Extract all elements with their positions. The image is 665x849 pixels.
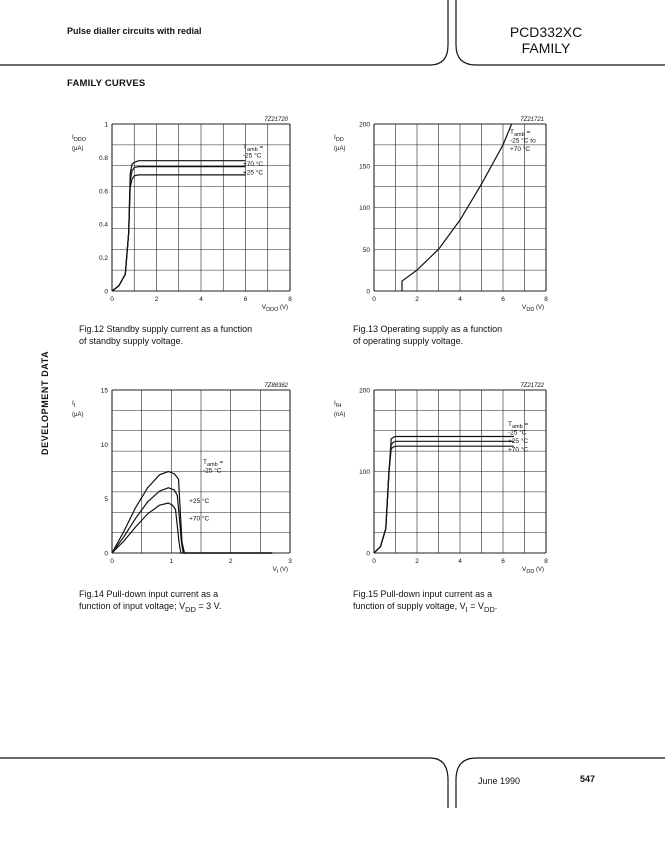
y-tick-label: 0.6 bbox=[98, 188, 108, 196]
x-axis-unit: (V) bbox=[534, 567, 544, 573]
x-tick-label: 0 bbox=[110, 296, 114, 303]
figure-13-chart bbox=[330, 112, 590, 322]
y-axis-label: $I_{IH}$ bbox=[334, 400, 342, 409]
legend-title-equals: = bbox=[524, 129, 531, 136]
x-tick-label: 3 bbox=[288, 558, 292, 565]
series-line bbox=[374, 437, 514, 554]
x-tick-label: 2 bbox=[415, 558, 419, 565]
legend-entry: +25 °C bbox=[508, 438, 529, 445]
x-tick-label: 4 bbox=[458, 296, 462, 303]
y-axis-unit: (μA) bbox=[334, 146, 346, 152]
x-tick-label: 8 bbox=[544, 296, 548, 303]
page-number: 547 bbox=[580, 774, 596, 784]
legend-title: $T_{amb}$ = bbox=[243, 144, 264, 153]
x-tick-label: 6 bbox=[501, 558, 505, 565]
y-axis-unit: (μA) bbox=[72, 146, 84, 152]
y-axis-label-subscript: IH bbox=[335, 403, 342, 409]
x-tick-label: 0 bbox=[372, 558, 376, 565]
caption-line: function of supply voltage, $V_I = V_{DD}$. bbox=[353, 601, 498, 614]
x-axis-unit: (V) bbox=[278, 567, 288, 573]
x-tick-label: 2 bbox=[154, 296, 159, 303]
series-label: +25 °C bbox=[189, 498, 210, 506]
y-tick-label: 200 bbox=[359, 121, 370, 129]
y-tick-label: 0.8 bbox=[98, 154, 108, 162]
y-axis-label-subscript: DDO bbox=[73, 137, 87, 143]
y-tick-label: 10 bbox=[100, 441, 108, 449]
figure-13-caption bbox=[353, 323, 593, 347]
y-tick-label: 150 bbox=[359, 163, 370, 171]
legend-title: $T_{amb}$ = bbox=[203, 459, 224, 468]
legend-title-subscript: amb bbox=[513, 132, 525, 138]
legend-title: $T_{amb}$ = bbox=[508, 421, 529, 430]
figure-12-chart bbox=[60, 112, 310, 322]
y-tick-label: 0.4 bbox=[98, 221, 108, 229]
series-line bbox=[374, 446, 514, 553]
legend-entry: +70 °C bbox=[510, 146, 531, 153]
caption-line: Fig.14 Pull-down input current as a bbox=[79, 589, 219, 599]
x-tick-label: 0 bbox=[110, 558, 114, 565]
product-code: PCD332XC bbox=[509, 24, 583, 40]
section-title: FAMILY CURVES bbox=[67, 78, 146, 89]
figure-code: 7Z21721 bbox=[520, 117, 544, 123]
legend-title-equals: = bbox=[217, 459, 224, 466]
y-tick-label: 0 bbox=[104, 550, 108, 558]
caption-line: of standby supply voltage. bbox=[79, 336, 184, 346]
y-tick-label: 0.2 bbox=[98, 255, 108, 263]
y-tick-label: 1 bbox=[104, 121, 108, 129]
caption-line: Fig.15 Pull-down input current as a bbox=[353, 589, 493, 599]
figure-code: 7Z21720 bbox=[264, 117, 288, 123]
y-axis-label-subscript: I bbox=[73, 403, 76, 409]
series-line bbox=[374, 441, 514, 553]
header-rule bbox=[0, 0, 665, 80]
footer-date: June 1990 bbox=[478, 776, 521, 786]
figure-15-caption bbox=[353, 588, 593, 616]
x-axis-unit: (V) bbox=[534, 305, 544, 311]
y-axis-unit: (nA) bbox=[334, 412, 346, 418]
legend-entry: -25 °C bbox=[508, 429, 527, 437]
legend-entry: +25 °C bbox=[243, 169, 264, 177]
figure-15-chart bbox=[330, 378, 590, 578]
legend-entry: -25 °C bbox=[243, 152, 262, 160]
y-tick-label: 100 bbox=[359, 205, 370, 212]
legend-entry: +70 °C bbox=[243, 161, 264, 168]
x-tick-label: 2 bbox=[415, 296, 419, 303]
figure-12-caption bbox=[79, 323, 319, 347]
x-tick-label: 0 bbox=[372, 296, 376, 303]
document-header-title: Pulse dialler circuits with redial bbox=[67, 26, 202, 36]
y-tick-label: 200 bbox=[359, 387, 370, 395]
y-tick-label: 0 bbox=[366, 550, 370, 558]
x-axis-label-subscript: DDO bbox=[266, 307, 279, 313]
y-tick-label: 0 bbox=[366, 288, 370, 296]
y-axis-label-subscript: DD bbox=[335, 137, 344, 143]
x-tick-label: 2 bbox=[228, 558, 233, 565]
series-label: +70 °C bbox=[189, 515, 210, 523]
y-tick-label: 50 bbox=[362, 246, 370, 254]
y-tick-label: 5 bbox=[104, 496, 108, 504]
legend-title: $T_{amb}$ = bbox=[510, 129, 531, 138]
y-axis-label: $I_{DD}$ bbox=[334, 134, 344, 143]
y-tick-label: 15 bbox=[100, 387, 108, 395]
legend-title-equals: = bbox=[522, 421, 529, 428]
figure-code: 7Z88362 bbox=[264, 383, 288, 389]
caption-line: of operating supply voltage. bbox=[353, 336, 464, 346]
series-line bbox=[112, 503, 272, 553]
side-label: DEVELOPMENT DATA bbox=[40, 350, 50, 455]
legend-title-subscript: amb bbox=[206, 462, 218, 468]
legend-entry: -25 °C bbox=[203, 467, 222, 475]
x-tick-label: 1 bbox=[169, 558, 174, 565]
figure-14-chart bbox=[60, 378, 310, 578]
caption-line: Fig.12 Standby supply current as a function bbox=[79, 324, 253, 334]
x-axis-label-subscript: DD bbox=[526, 307, 535, 313]
y-tick-label: 0 bbox=[104, 288, 108, 296]
legend-title-subscript: amb bbox=[246, 147, 258, 153]
figure-code: 7Z21722 bbox=[520, 383, 544, 389]
x-tick-label: 6 bbox=[501, 296, 505, 303]
caption-line: Fig.13 Operating supply as a function bbox=[353, 324, 503, 334]
x-axis-unit: (V) bbox=[278, 305, 288, 311]
y-axis-label: $I_{DDO}$ bbox=[72, 134, 87, 143]
x-axis-label: $V_{DDO}$ (V) bbox=[261, 304, 288, 313]
legend-entry: +70 °C bbox=[508, 446, 529, 454]
caption-line: function of input voltage; $V_{DD} = 3$ V. bbox=[79, 601, 222, 614]
y-tick-label: 100 bbox=[359, 469, 370, 476]
x-axis-label-subscript: DD bbox=[526, 569, 535, 575]
y-axis-unit: (μA) bbox=[72, 412, 84, 418]
x-axis-label: $V_{DD}$ (V) bbox=[522, 304, 544, 313]
y-axis-label: $I_I$ bbox=[72, 400, 76, 409]
legend-title-subscript: amb bbox=[511, 424, 523, 430]
x-tick-label: 8 bbox=[288, 296, 292, 303]
footer-rule bbox=[0, 740, 665, 810]
x-axis-label: $V_{DD}$ (V) bbox=[522, 566, 544, 575]
x-tick-label: 8 bbox=[544, 558, 548, 565]
x-tick-label: 4 bbox=[458, 558, 462, 565]
legend-title-equals: = bbox=[257, 144, 264, 151]
x-axis-label: $V_I$ (V) bbox=[272, 566, 288, 575]
x-tick-label: 4 bbox=[199, 296, 203, 303]
legend-entry: -25 °C to bbox=[510, 137, 536, 145]
product-family: FAMILY bbox=[521, 40, 571, 56]
x-axis-label-subscript: I bbox=[276, 569, 279, 575]
x-tick-label: 6 bbox=[243, 296, 248, 303]
figure-14-caption bbox=[79, 588, 319, 616]
